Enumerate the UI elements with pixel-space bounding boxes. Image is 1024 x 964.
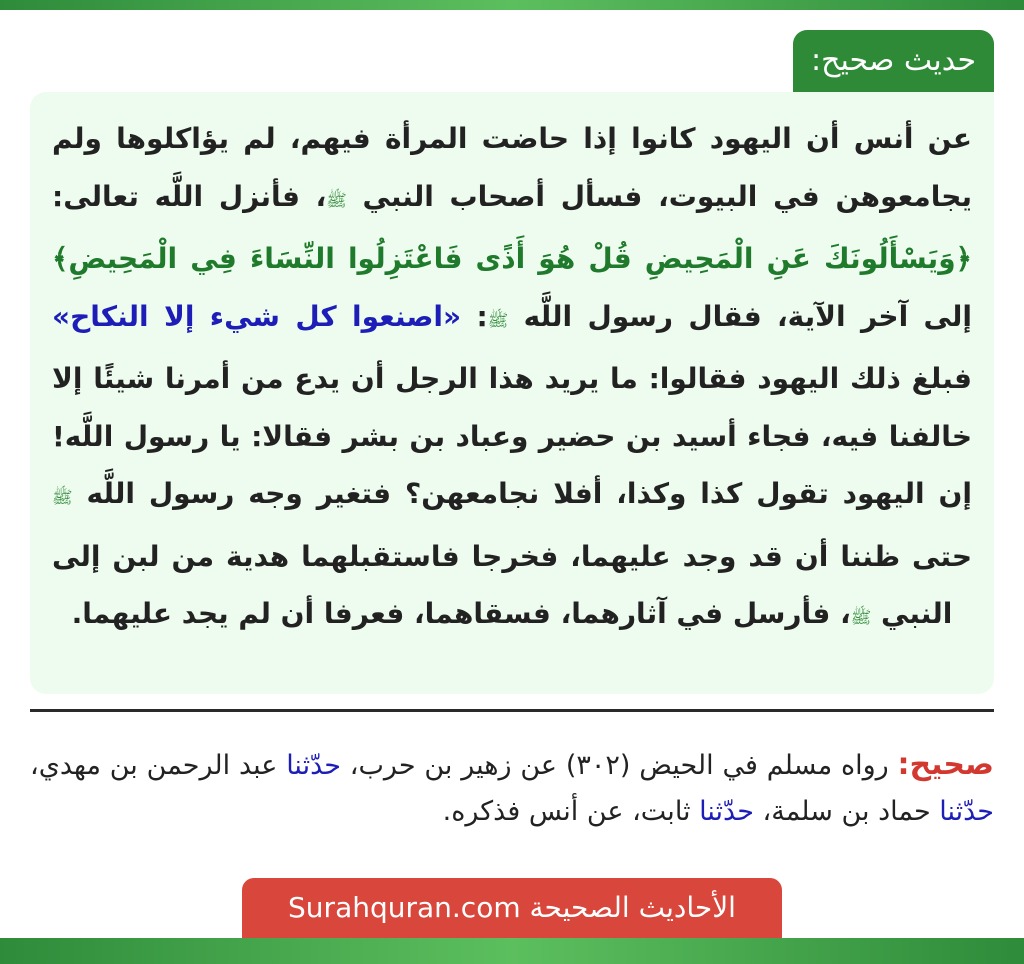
- hadith-part-7: ، فأرسل في آثارهما، فسقاهما، فعرفا أن لم يجد عليهما.: [71, 597, 851, 630]
- top-green-bar: [0, 0, 1024, 10]
- takhrij-part-4: ثابت، عن أنس فذكره.: [442, 796, 700, 827]
- hadith-text-box: [30, 92, 994, 694]
- hadathana-word: حدّثنا: [699, 796, 754, 827]
- hadith-part-3: إلى آخر الآية، فقال رسول اللَّه: [508, 299, 972, 333]
- hadith-part-6: حتى ظننا أن قد وجد عليهما، فخرجا فاستقبلهما هدية من لبن إلى النبي: [52, 539, 972, 630]
- hadith-part-2: ، فأنزل اللَّه تعالى:: [52, 179, 327, 213]
- salawat-symbol: ﷺ: [326, 190, 347, 211]
- takhrij-part-1: رواه مسلم في الحيض (٣٠٢) عن زهير بن حرب،: [340, 750, 898, 781]
- takhrij-part-2: عبد الرحمن بن مهدي،: [30, 750, 287, 781]
- hadathana-word: حدّثنا: [939, 796, 994, 827]
- quran-verse: ﴿وَيَسْأَلُونَكَ عَنِ الْمَحِيضِ قُلْ هُوَ أَذًى فَاعْتَزِلُوا النِّسَاءَ فِي الْمَحِيضِ﴾: [52, 242, 972, 275]
- salawat-symbol: ﷺ: [850, 608, 872, 628]
- bottom-green-bar: [0, 938, 1024, 964]
- salawat-symbol: ﷺ: [487, 310, 509, 331]
- source-badge: الأحاديث الصحيحة Surahquran.com: [242, 878, 782, 938]
- hadith-grade-badge: حديث صحيح:: [793, 30, 994, 92]
- prophet-saying: «اصنعوا كل شيء إلا النكاح»: [52, 299, 462, 333]
- grade-label: صحيح:: [897, 747, 995, 782]
- takhrij-part-3: حماد بن سلمة،: [753, 796, 940, 827]
- hadith-part-5: فبلغ ذلك اليهود فقالوا: ما يريد هذا الرجل أن يدع من أمرنا شيئًا إلا خالفنا فيه، فجاء أسيد بن حضير وعباد بن بشر فقالا: يا رسول اللَّه! إن اليهود تقول كذا وكذا، أفلا نجامعهن؟ فتغير وجه رسول اللَّه: [52, 362, 972, 510]
- section-divider: [30, 709, 994, 712]
- takhrij-text: [30, 742, 994, 835]
- hadith-part-4: :: [461, 299, 488, 333]
- hadathana-word: حدّثنا: [286, 750, 341, 781]
- hadith-part-1: عن أنس أن اليهود كانوا إذا حاضت المرأة فيهم، لم يؤاكلوها ولم يجامعوهن في البيوت، فسأل أصحاب النبي: [52, 122, 972, 213]
- hadith-text: [52, 110, 972, 648]
- salawat-symbol: ﷺ: [52, 488, 73, 508]
